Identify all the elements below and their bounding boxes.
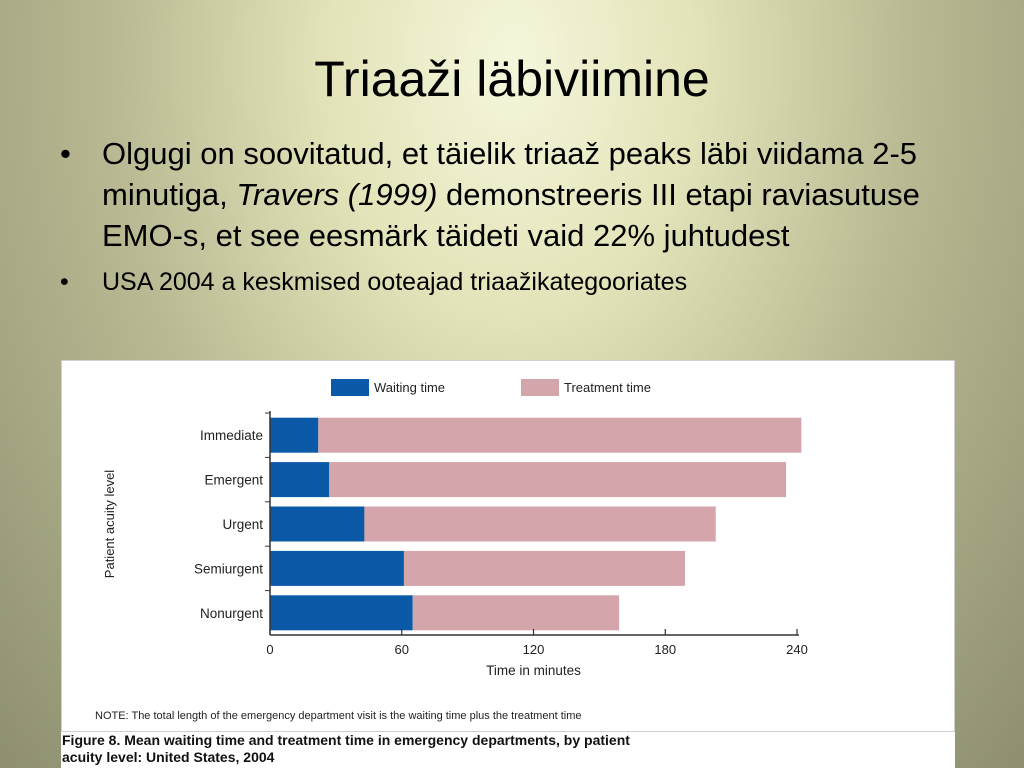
- legend-swatch: [521, 379, 559, 396]
- bar-treatment: [318, 418, 801, 453]
- bar-waiting: [270, 418, 318, 453]
- bar-treatment: [413, 595, 619, 630]
- x-tick-label: 240: [786, 642, 808, 657]
- bullet-1-text-start: Olgugi on soovitatud, et täielik triaaž peaks läbi viidama 2-5 minutiga,: [102, 136, 918, 212]
- x-tick-label: 120: [522, 642, 545, 657]
- x-tick-label: 180: [654, 642, 677, 657]
- bullet-list: [58, 133, 1003, 298]
- category-label: Urgent: [222, 517, 263, 532]
- category-label: Nonurgent: [199, 605, 263, 621]
- stacked-bar-chart: [62, 361, 954, 731]
- category-label: Immediate: [199, 428, 263, 444]
- bar-treatment: [364, 507, 715, 542]
- bullet-marker: •: [60, 136, 71, 171]
- bullet-item-2: [58, 266, 1003, 298]
- bullet-1-text-end: demonstreeris III etapi raviasutuse EMO-s, et see eesmärk täideti vaid 22% juhtudest: [102, 177, 920, 253]
- bar-waiting: [270, 595, 413, 630]
- chart-figure: [61, 360, 955, 732]
- caption-line-2: acuity level: United States, 2004: [62, 749, 275, 765]
- bullet-2-text: USA 2004 a keskmised ooteajad triaažikategooriates: [102, 268, 688, 296]
- bar-waiting: [270, 551, 404, 586]
- caption-line-1: Figure 8. Mean waiting time and treatment time in emergency departments, by patient: [62, 732, 630, 748]
- category-label: Emergent: [204, 472, 263, 488]
- bar-treatment: [404, 551, 685, 586]
- slide-title: Triaaži läbiviimine: [314, 51, 710, 107]
- bullet-marker: •: [60, 268, 69, 296]
- legend-label: Treatment time: [564, 380, 651, 395]
- x-tick-label: 0: [266, 642, 274, 657]
- bullet-item-1: [58, 133, 1003, 256]
- legend-swatch: [331, 379, 369, 396]
- bar-waiting: [270, 507, 364, 542]
- x-tick-label: 60: [394, 642, 409, 657]
- category-label: Semiurgent: [193, 561, 263, 577]
- bullet-1-citation: Travers (1999): [236, 177, 438, 212]
- bar-waiting: [270, 462, 329, 497]
- bar-treatment: [329, 462, 786, 497]
- figure-note: NOTE: The total length of the emergency department visit is the waiting time plus the treatment time: [95, 710, 582, 722]
- y-axis-title: Patient acuity level: [102, 469, 117, 579]
- legend-label: Waiting time: [374, 380, 446, 395]
- figure-caption: [61, 732, 955, 768]
- x-axis-title: Time in minutes: [486, 663, 581, 678]
